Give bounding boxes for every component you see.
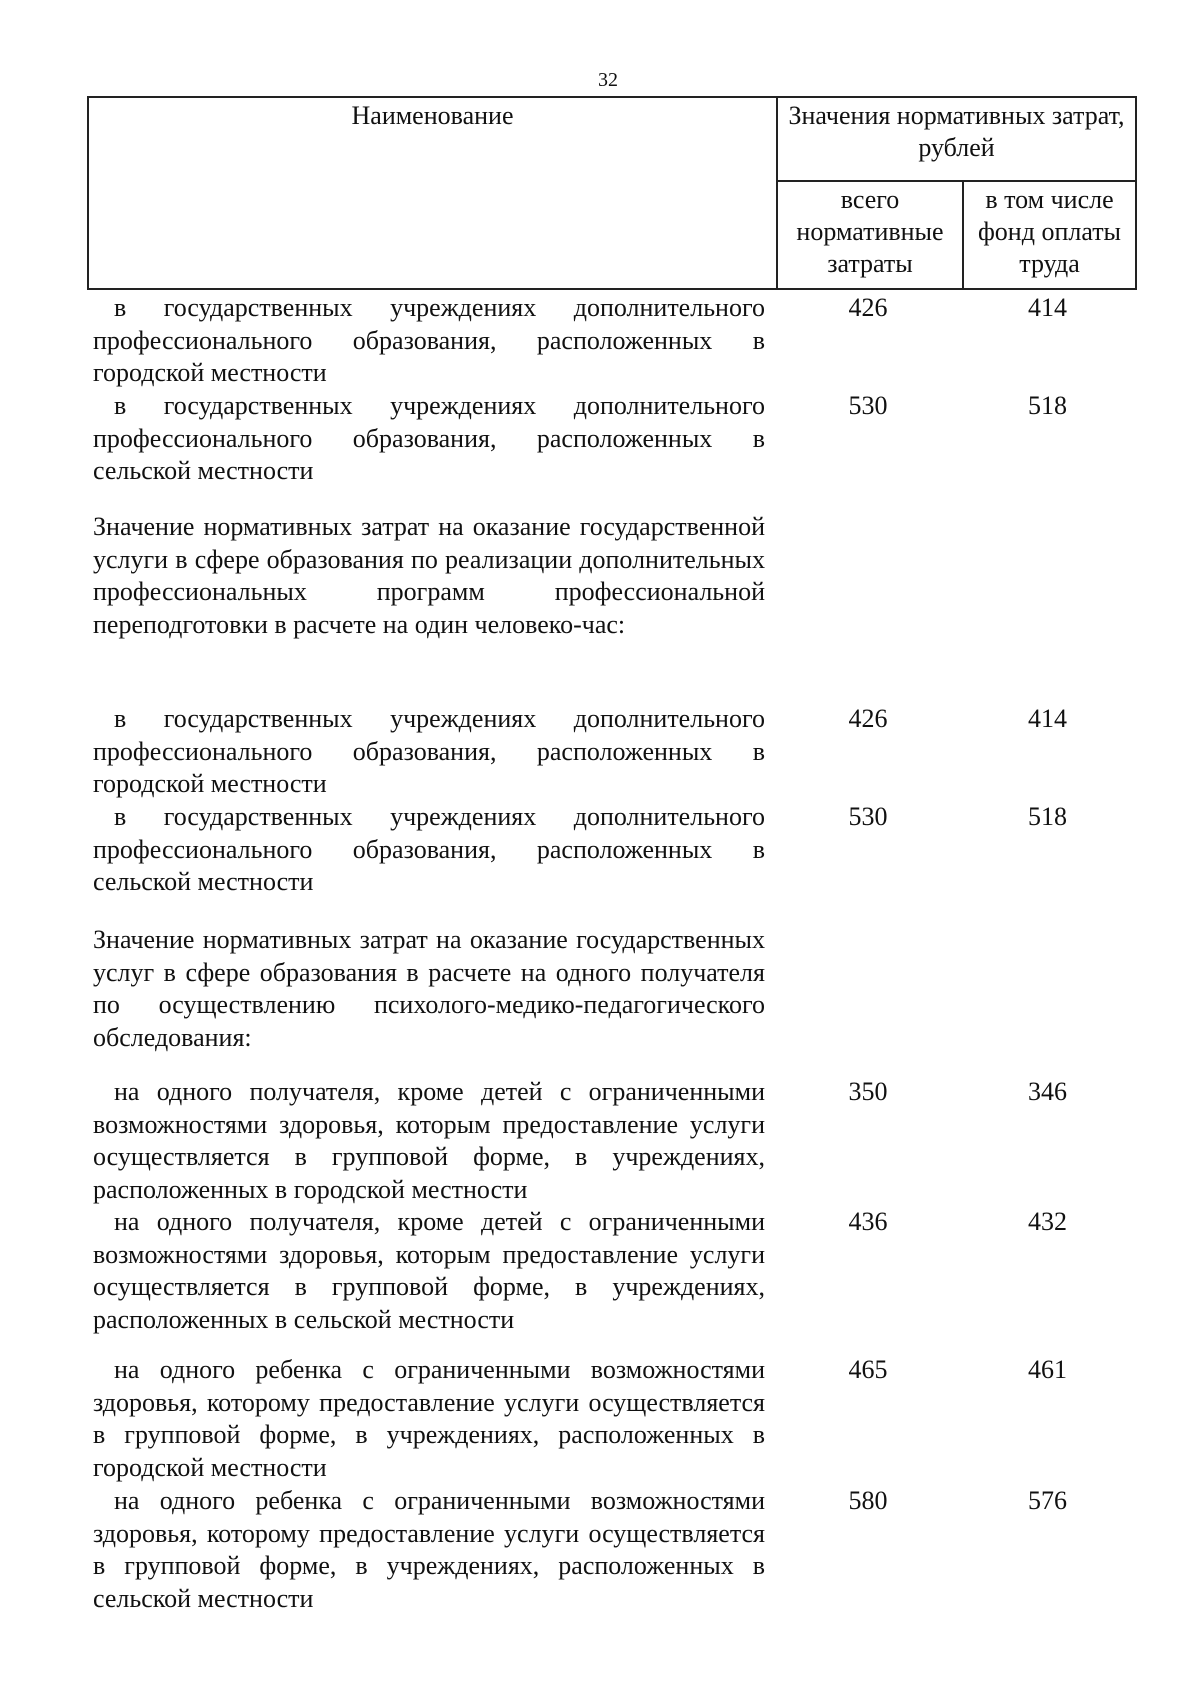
row-description: на одного получателя, кроме детей с ограниченными возможностями здоровья, которым предоставление услуги осуществляется в групповой форме, в учреждениях, расположенных в городской местности — [93, 1077, 765, 1204]
row-description: на одного получателя, кроме детей с ограниченными возможностями здоровья, которым предоставление услуги осуществляется в групповой форме, в учреждениях, расположенных в сельской местности — [93, 1207, 765, 1334]
section-heading: Значение нормативных затрат на оказание государственной услуги в сфере образования по реализации дополнительных профессиональных программ профессиональной переподготовки в расчете на один человеко-час: — [93, 512, 765, 639]
row-description: в государственных учреждениях дополнительного профессионального образования, расположенных в городской местности — [93, 704, 765, 799]
row-wage-value: 461 — [1028, 1355, 1067, 1384]
table-header — [87, 96, 1137, 290]
row-description: в государственных учреждениях дополнительного профессионального образования, расположенных в городской местности — [93, 293, 765, 388]
header-wage-fund: в том числе фонд оплаты труда — [977, 185, 1122, 278]
row-total-value: 426 — [848, 704, 888, 733]
row-total-value: 426 — [848, 293, 888, 322]
header-total-costs: всего нормативные затраты — [796, 185, 944, 278]
header-name: Наименование — [351, 101, 514, 130]
row-total-value: 436 — [848, 1207, 888, 1236]
row-description: на одного ребенка с ограниченными возможностями здоровья, которому предоставление услуги осуществляется в групповой форме, в учреждениях, расположенных в сельской местности — [93, 1486, 765, 1613]
section-heading: Значение нормативных затрат на оказание государственных услуг в сфере образования в расчете на одного получателя по осуществлению психолого-медико-педагогического обследования: — [93, 925, 765, 1052]
subheader-divider — [776, 180, 1135, 182]
row-total-value: 530 — [848, 391, 888, 420]
row-total-value: 465 — [848, 1355, 888, 1384]
row-wage-value: 518 — [1028, 391, 1067, 420]
row-wage-value: 518 — [1028, 802, 1067, 831]
page-number: 32 — [598, 69, 618, 91]
row-description: в государственных учреждениях дополнительного профессионального образования, расположенных в сельской местности — [93, 391, 765, 486]
row-wage-value: 346 — [1028, 1077, 1067, 1106]
header-values-group: Значения нормативных затрат, рублей — [788, 101, 1125, 162]
row-total-value: 350 — [848, 1077, 888, 1106]
row-wage-value: 414 — [1028, 293, 1067, 322]
row-wage-value: 432 — [1028, 1207, 1067, 1236]
row-description: на одного ребенка с ограниченными возможностями здоровья, которому предоставление услуги осуществляется в групповой форме, в учреждениях, расположенных в городской местности — [93, 1355, 765, 1482]
row-wage-value: 414 — [1028, 704, 1067, 733]
row-wage-value: 576 — [1028, 1486, 1067, 1515]
row-total-value: 580 — [848, 1486, 888, 1515]
row-total-value: 530 — [848, 802, 888, 831]
row-description: в государственных учреждениях дополнительного профессионального образования, расположенных в сельской местности — [93, 802, 765, 897]
